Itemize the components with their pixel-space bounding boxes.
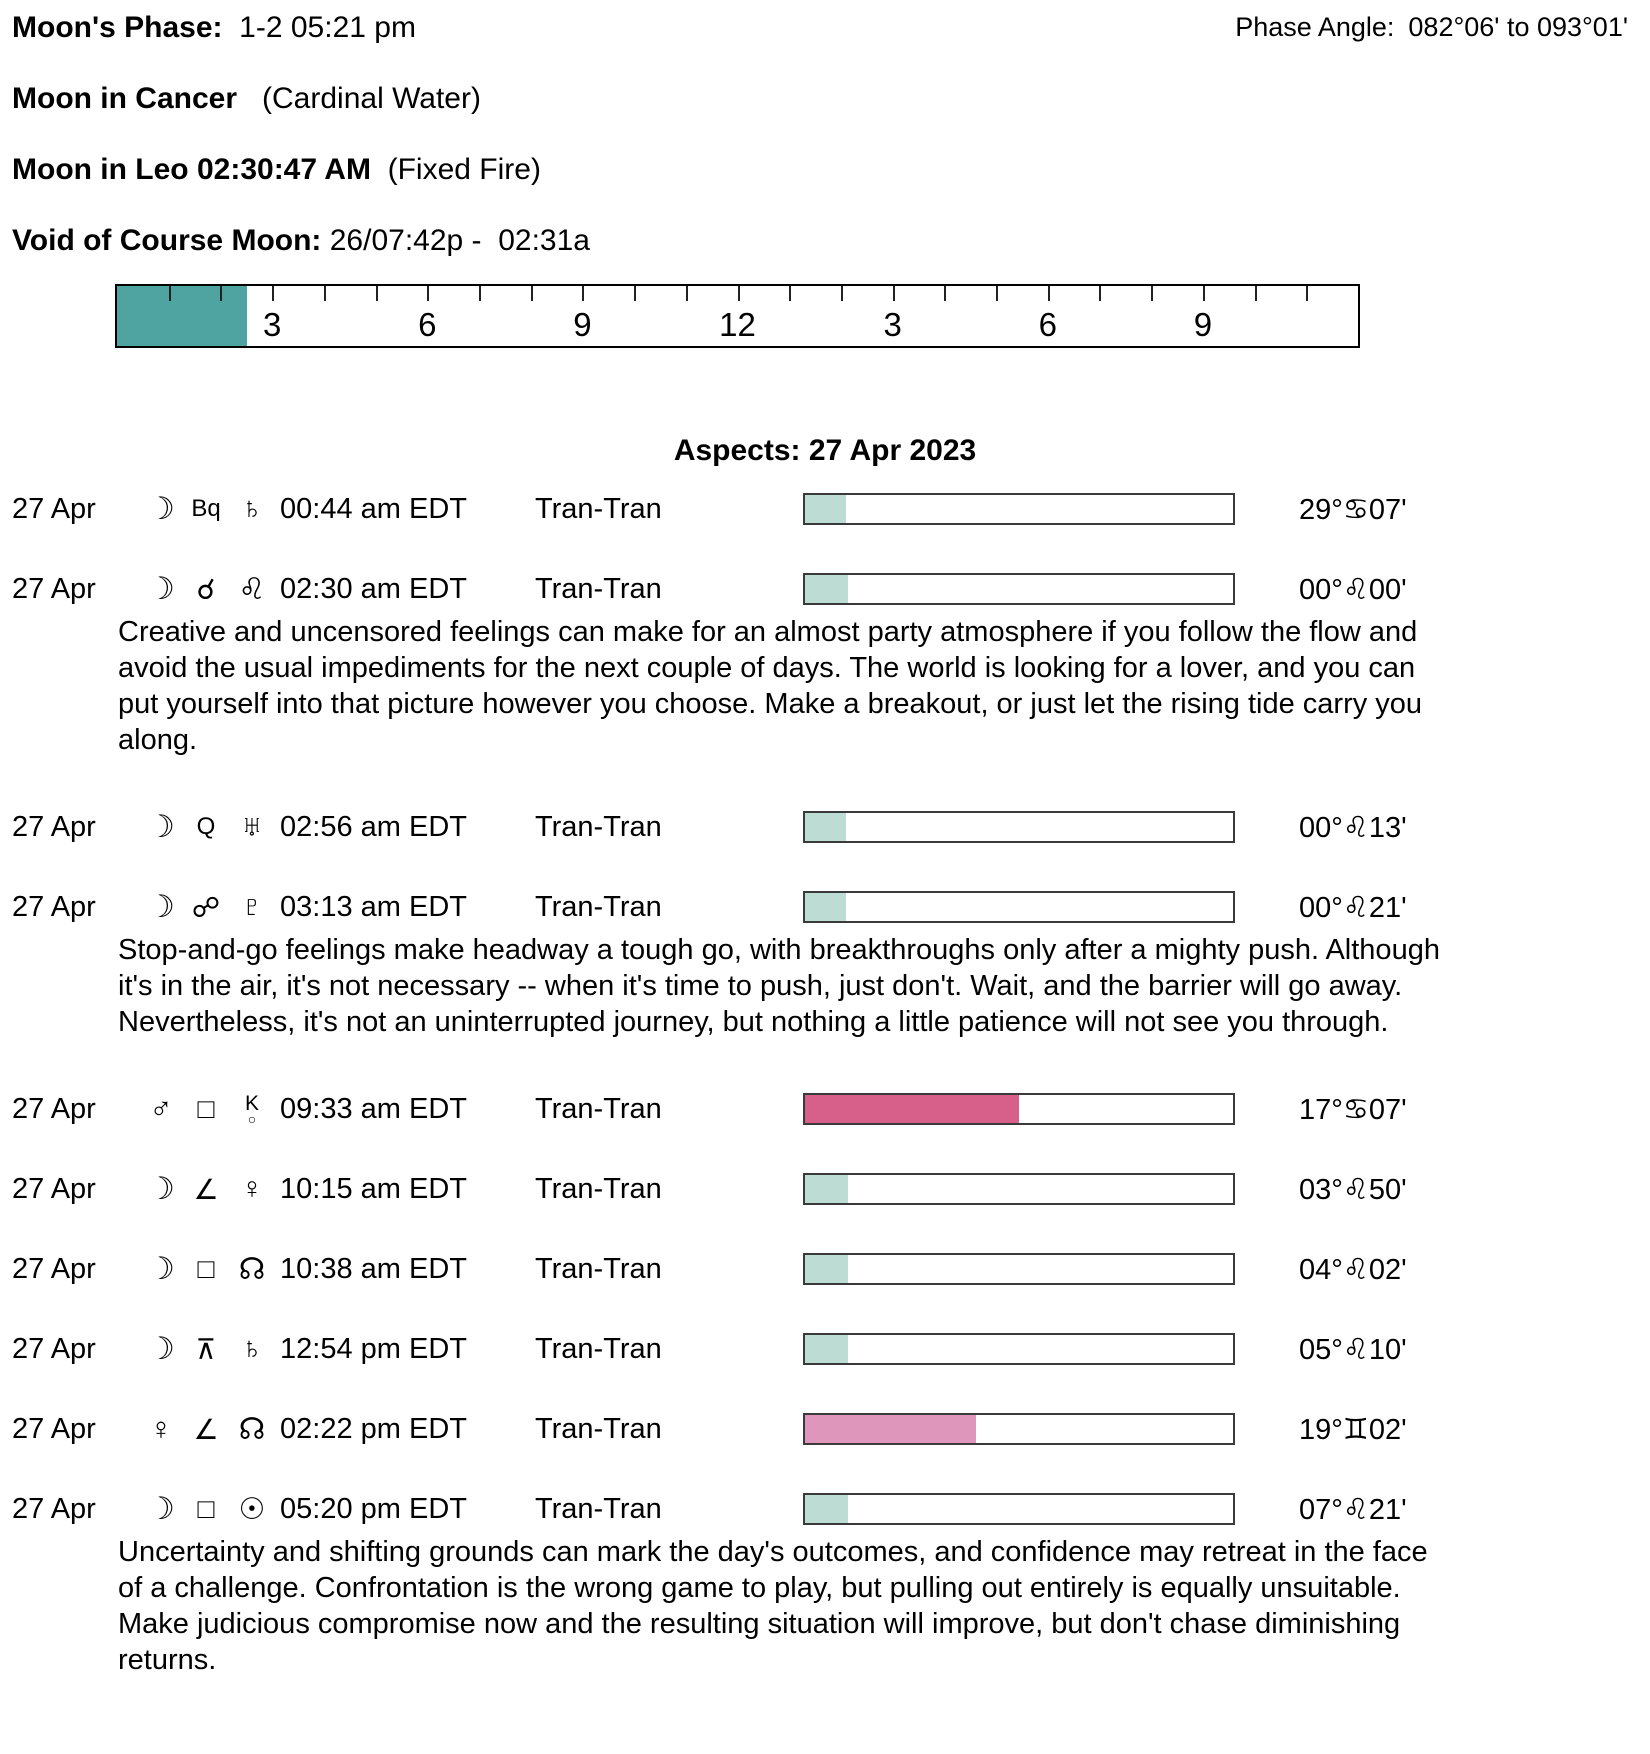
leo-symbol: ♌ bbox=[238, 572, 266, 606]
phase-angle bbox=[1235, 10, 1638, 45]
moon-sign-next-quality: (Fixed Fire) bbox=[387, 153, 541, 186]
moon-symbol: ☽ bbox=[147, 809, 175, 844]
aspect-type: Tran-Tran bbox=[535, 1092, 662, 1125]
hour-tick bbox=[376, 286, 378, 301]
aspect-row bbox=[12, 1330, 1638, 1368]
aspect-position: 04°♌02' bbox=[1299, 1253, 1407, 1286]
hour-tick bbox=[324, 286, 326, 301]
orb-bar-track bbox=[803, 1093, 1235, 1125]
moons-phase-label: Moon's Phase: bbox=[12, 11, 223, 44]
aspect-type: Tran-Tran bbox=[535, 572, 662, 605]
hour-label: 6 bbox=[1038, 306, 1057, 343]
hour-tick bbox=[841, 286, 843, 301]
void-of-course-label: Void of Course Moon: bbox=[12, 224, 322, 257]
orb-bar-track bbox=[803, 891, 1235, 923]
conjunction-symbol: ☌ bbox=[196, 573, 216, 605]
aspect-row bbox=[12, 1170, 1638, 1208]
hour-tick bbox=[220, 286, 222, 301]
aspect-date: 27 Apr bbox=[12, 572, 96, 605]
aspect-position: 17°♋07' bbox=[1299, 1093, 1407, 1126]
aspect-position: 19°♊02' bbox=[1299, 1413, 1407, 1446]
aspect-description: Uncertainty and shifting grounds can mark the day's outcomes, and confidence may retreat in the face of a challenge. Confrontation is the wrong game to play, but pulling out entirely is equally unsuitable. Make judicious compromise now and the resulting situation will improve, but don't chase diminishing returns. bbox=[118, 1536, 1428, 1676]
hour-tick bbox=[1048, 286, 1050, 301]
voc-ruler-fill bbox=[117, 286, 247, 346]
orb-bar-track bbox=[803, 1173, 1235, 1205]
aspect-time: 02:30 am EDT bbox=[280, 572, 467, 605]
aspect-glyphs bbox=[140, 1331, 280, 1367]
aspect-type: Tran-Tran bbox=[535, 1172, 662, 1205]
hour-label: 6 bbox=[418, 306, 437, 343]
aspects-list bbox=[12, 490, 1638, 1678]
aspect-type: Tran-Tran bbox=[535, 1412, 662, 1445]
aspect-time: 12:54 pm EDT bbox=[280, 1332, 467, 1365]
hour-tick bbox=[427, 286, 429, 301]
aspect-time: 05:20 pm EDT bbox=[280, 1492, 467, 1525]
moon-sign-next-line bbox=[12, 152, 1638, 187]
aspect-orb-bar bbox=[803, 1253, 1235, 1285]
hour-tick bbox=[634, 286, 636, 301]
moons-phase-line bbox=[12, 10, 1638, 45]
orb-bar-fill bbox=[805, 1095, 1019, 1123]
moon-symbol: ☽ bbox=[147, 571, 175, 606]
hour-tick bbox=[789, 286, 791, 301]
hour-tick bbox=[738, 286, 740, 301]
hour-tick bbox=[1306, 286, 1308, 301]
moons-phase bbox=[12, 10, 416, 45]
orb-bar-fill bbox=[805, 893, 846, 921]
hour-tick bbox=[1099, 286, 1101, 301]
hour-label: 9 bbox=[1193, 306, 1213, 343]
aspect-row bbox=[12, 1090, 1638, 1128]
orb-bar-fill bbox=[805, 813, 846, 841]
aspect-orb-bar bbox=[803, 1093, 1235, 1125]
orb-bar-fill bbox=[805, 495, 846, 523]
aspect-date: 27 Apr bbox=[12, 890, 96, 923]
venus-symbol: ♀ bbox=[240, 1172, 264, 1205]
aspect-position: 29°♋07' bbox=[1299, 493, 1407, 526]
aspect-row bbox=[12, 888, 1638, 926]
square-symbol: □ bbox=[197, 1093, 215, 1124]
square-symbol: □ bbox=[197, 1493, 215, 1524]
moon-symbol: ☽ bbox=[147, 1491, 175, 1526]
aspect-time: 10:15 am EDT bbox=[280, 1172, 467, 1205]
hour-label: 9 bbox=[573, 306, 592, 343]
phase-angle-label: Phase Angle: bbox=[1235, 12, 1395, 42]
aspect-glyphs bbox=[140, 491, 280, 527]
hour-tick bbox=[1203, 286, 1205, 301]
moon-symbol: ☽ bbox=[147, 1251, 175, 1286]
hour-tick bbox=[893, 286, 895, 301]
aspect-date: 27 Apr bbox=[12, 1492, 96, 1525]
aspect-position: 00°♌13' bbox=[1299, 811, 1407, 844]
aspect-orb-bar bbox=[803, 1333, 1235, 1365]
north-node-symbol: ☊ bbox=[238, 1252, 266, 1286]
aspect-glyphs bbox=[140, 1091, 280, 1127]
aspect-orb-bar bbox=[803, 891, 1235, 923]
semisquare-symbol: ∠ bbox=[193, 1413, 219, 1445]
orb-bar-fill bbox=[805, 1255, 848, 1283]
aspect-time: 02:56 am EDT bbox=[280, 810, 467, 843]
aspect-time: 09:33 am EDT bbox=[280, 1092, 467, 1125]
aspect-time: 00:44 am EDT bbox=[280, 492, 467, 525]
aspect-date: 27 Apr bbox=[12, 1332, 96, 1365]
aspect-orb-bar bbox=[803, 573, 1235, 605]
sun-symbol: ☉ bbox=[238, 1492, 266, 1526]
hour-tick bbox=[582, 286, 584, 301]
moon-sign-current: Moon in Cancer bbox=[12, 82, 238, 115]
orb-bar-track bbox=[803, 493, 1235, 525]
aspect-row bbox=[12, 1250, 1638, 1288]
aspect-glyphs bbox=[140, 889, 280, 925]
orb-bar-fill bbox=[805, 1495, 848, 1523]
hour-tick bbox=[1151, 286, 1153, 301]
moon-symbol: ☽ bbox=[147, 1171, 175, 1206]
venus-symbol: ♀ bbox=[149, 1411, 173, 1446]
hour-tick bbox=[169, 286, 171, 301]
voc-ruler bbox=[115, 284, 1360, 348]
quintile-symbol: Q bbox=[196, 813, 216, 840]
hour-tick bbox=[479, 286, 481, 301]
pluto-symbol: ♇ bbox=[240, 890, 264, 923]
hour-tick bbox=[996, 286, 998, 301]
orb-bar-fill bbox=[805, 1415, 976, 1443]
uranus-symbol: ♅ bbox=[240, 810, 264, 843]
opposition-symbol: ☍ bbox=[191, 891, 221, 923]
hour-label: 3 bbox=[883, 306, 902, 343]
aspect-time: 03:13 am EDT bbox=[280, 890, 467, 923]
orb-bar-track bbox=[803, 573, 1235, 605]
aspect-glyphs bbox=[140, 1491, 280, 1527]
moons-phase-value: 1-2 05:21 pm bbox=[239, 11, 416, 44]
aspects-title: Aspects: 27 Apr 2023 bbox=[673, 434, 977, 467]
orb-bar-fill bbox=[805, 1175, 848, 1203]
aspect-time: 02:22 pm EDT bbox=[280, 1412, 467, 1445]
square-symbol: □ bbox=[197, 1253, 215, 1284]
aspect-glyphs bbox=[140, 1251, 280, 1287]
moon-sign-current-quality: (Cardinal Water) bbox=[262, 82, 481, 115]
aspect-date: 27 Apr bbox=[12, 810, 96, 843]
moon-sign-current-line bbox=[12, 81, 1638, 116]
aspect-description: Stop-and-go feelings make headway a tough go, with breakthroughs only after a mighty push. Although it's in the air, it's not necessary -- when it's time to push, just don't. Wait, and the barrier will go away. Nevertheless, it's not an uninterrupted journey, but nothing a little patience will not see you through. bbox=[118, 934, 1440, 1038]
orb-bar-fill bbox=[805, 1335, 848, 1363]
hour-tick bbox=[1255, 286, 1257, 301]
orb-bar-track bbox=[803, 1333, 1235, 1365]
aspect-orb-bar bbox=[803, 1493, 1235, 1525]
moon-symbol: ☽ bbox=[147, 889, 175, 924]
aspect-time: 10:38 am EDT bbox=[280, 1252, 467, 1285]
aspect-type: Tran-Tran bbox=[535, 810, 662, 843]
void-of-course-line bbox=[12, 223, 1638, 258]
hour-tick bbox=[272, 286, 274, 301]
aspect-position: 03°♌50' bbox=[1299, 1173, 1407, 1206]
north-node-symbol: ☊ bbox=[238, 1412, 266, 1446]
aspect-row bbox=[12, 1410, 1638, 1448]
orb-bar-track bbox=[803, 1413, 1235, 1445]
aspect-row bbox=[12, 1490, 1638, 1528]
hour-tick bbox=[531, 286, 533, 301]
aspect-date: 27 Apr bbox=[12, 1252, 96, 1285]
biquintile-symbol: Bq bbox=[191, 495, 221, 522]
moon-sign-next: Moon in Leo 02:30:47 AM bbox=[12, 153, 371, 186]
aspect-position: 00°♌21' bbox=[1299, 891, 1407, 924]
chiron-symbol: K ○ bbox=[244, 1091, 259, 1127]
orb-bar-fill bbox=[805, 575, 848, 603]
aspect-type: Tran-Tran bbox=[535, 1332, 662, 1365]
aspect-orb-bar bbox=[803, 493, 1235, 525]
phase-angle-value: 082°06' to 093°01' bbox=[1408, 12, 1628, 42]
aspect-description: Creative and uncensored feelings can make for an almost party atmosphere if you follow the flow and avoid the usual impediments for the next couple of days. The world is looking for a lover, and you can put yourself into that picture however you choose. Make a breakout, or just let the rising tide carry you along. bbox=[118, 616, 1423, 756]
aspect-row bbox=[12, 808, 1638, 846]
hour-tick bbox=[686, 286, 688, 301]
saturn-symbol: ♄ bbox=[240, 1332, 264, 1365]
aspect-type: Tran-Tran bbox=[535, 1492, 662, 1525]
void-of-course-value: 26/07:42p - 02:31a bbox=[329, 224, 590, 257]
aspect-orb-bar bbox=[803, 1413, 1235, 1445]
aspect-glyphs bbox=[140, 571, 280, 607]
hour-label: 12 bbox=[719, 306, 756, 343]
aspect-type: Tran-Tran bbox=[535, 492, 662, 525]
hour-label: 3 bbox=[262, 306, 282, 343]
orb-bar-track bbox=[803, 811, 1235, 843]
aspect-glyphs bbox=[140, 809, 280, 845]
orb-bar-track bbox=[803, 1253, 1235, 1285]
aspect-position: 05°♌10' bbox=[1299, 1333, 1407, 1366]
moon-symbol: ☽ bbox=[147, 491, 175, 526]
moon-symbol: ☽ bbox=[147, 1331, 175, 1366]
aspect-position: 07°♌21' bbox=[1299, 1493, 1407, 1526]
aspect-date: 27 Apr bbox=[12, 1092, 96, 1125]
mars-symbol: ♂ bbox=[149, 1091, 173, 1126]
aspect-glyphs bbox=[140, 1411, 280, 1447]
aspect-row bbox=[12, 490, 1638, 528]
aspect-glyphs bbox=[140, 1171, 280, 1207]
aspect-date: 27 Apr bbox=[12, 1172, 96, 1205]
quincunx-symbol: ⊼ bbox=[195, 1333, 217, 1365]
semisquare-symbol: ∠ bbox=[193, 1173, 219, 1205]
aspect-position: 00°♌00' bbox=[1299, 573, 1407, 606]
orb-bar-track bbox=[803, 1493, 1235, 1525]
hour-tick bbox=[944, 286, 946, 301]
aspect-type: Tran-Tran bbox=[535, 890, 662, 923]
aspect-date: 27 Apr bbox=[12, 1412, 96, 1445]
aspect-row bbox=[12, 570, 1638, 608]
saturn-symbol: ♄ bbox=[240, 492, 264, 525]
aspect-type: Tran-Tran bbox=[535, 1252, 662, 1285]
aspect-date: 27 Apr bbox=[12, 492, 96, 525]
aspect-orb-bar bbox=[803, 1173, 1235, 1205]
aspect-orb-bar bbox=[803, 811, 1235, 843]
